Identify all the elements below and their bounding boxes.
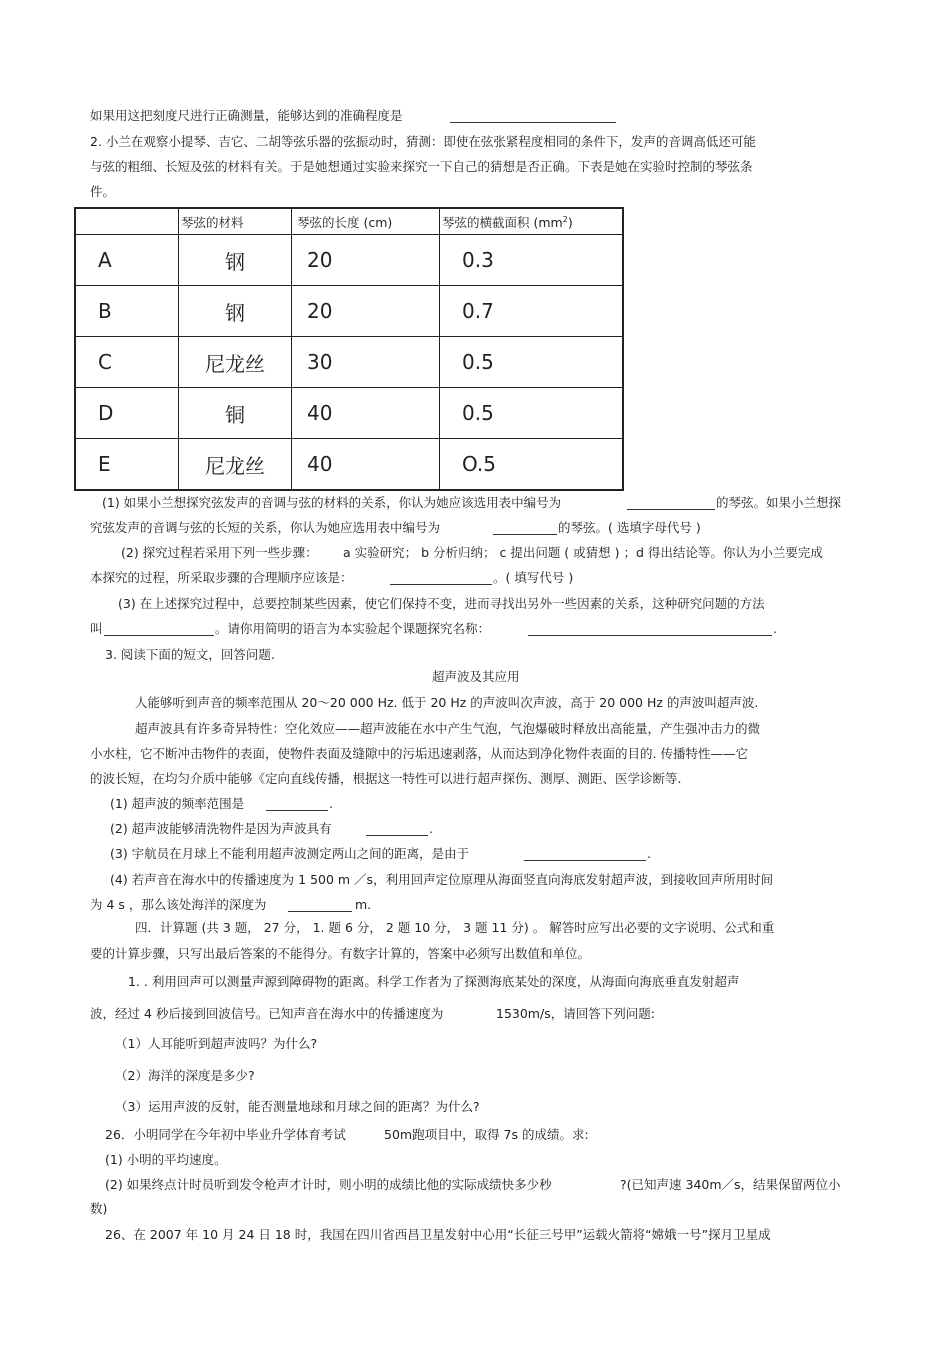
accuracy-question: 如果用这把刻度尺进行正确测量，能够达到的准确程度是 <box>90 108 403 123</box>
calc1-q1: （1）人耳能听到超声波吗？为什么? <box>115 1036 318 1051</box>
section4-instructions: 要的计算步骤，只写出最后答案的不能得分。有数字计算的，答案中必须写出数值和单位。 <box>90 946 591 961</box>
answer-blank[interactable] <box>366 835 428 836</box>
table-row <box>75 388 623 439</box>
q3-item-1: (1) 超声波的频率范围是 <box>110 796 245 811</box>
calc1-line-2a: 波，经过 4 秒后接到回波信号。已知声音在海水中的传播速度为 <box>90 1006 444 1021</box>
table-row <box>75 286 623 337</box>
article-para-2a: 超声波具有许多奇异特性：空化效应——超声波能在水中产生气泡，气泡爆破时释放出高能量，产生强冲击力的微 <box>135 721 761 736</box>
row-material: 钢 <box>179 286 292 337</box>
part1-line-1b: 的琴弦。如果小兰想探 <box>716 495 842 510</box>
article-para-2b: 小水柱，它不断冲击物件的表面，使物件表面及缝隙中的污垢迅速剥落，从而达到净化物件表面的目的. 传播特性——它 <box>90 746 748 761</box>
row-material: 铜 <box>179 388 292 439</box>
row-id: C <box>75 337 179 388</box>
q3-item-2-end: . <box>429 821 433 836</box>
answer-blank[interactable] <box>493 534 557 535</box>
calc26-line-1b: 50m跑项目中，取得 7s 的成绩。求: <box>384 1127 589 1142</box>
q2-line-3: 件。 <box>90 184 116 199</box>
part1-line-2b: 的琴弦。( 选填字母代号 ) <box>558 520 701 535</box>
section4-heading: 四．计算题 (共 3 题， 27 分， 1. 题 6 分， 2 题 10 分， 3 题 11 分) 。 解答时应写出必要的文字说明、公式和重 <box>135 920 775 935</box>
part2-line-2b: 。( 填写代号 ) <box>493 570 574 585</box>
table-row <box>75 337 623 388</box>
row-area: O.5 <box>440 439 624 491</box>
answer-blank[interactable] <box>528 635 772 636</box>
row-material: 尼龙丝 <box>179 337 292 388</box>
row-id: E <box>75 439 179 491</box>
calc1-q3: （3）运用声波的反射，能否测量地球和月球之间的距离？为什么? <box>115 1099 480 1114</box>
part2-line-2a: 本探究的过程，所采取步骤的合理顺序应该是： <box>90 570 353 585</box>
calc26-q1: (1) 小明的平均速度。 <box>105 1152 227 1167</box>
q3-item-1-end: . <box>329 796 333 811</box>
row-area: 0.5 <box>440 388 624 439</box>
calc1-q2: （2）海洋的深度是多少? <box>115 1068 255 1083</box>
row-length: 20 <box>292 286 440 337</box>
q3-item-4-end: m. <box>355 897 372 912</box>
row-area: 0.3 <box>440 235 624 286</box>
row-material: 尼龙丝 <box>179 439 292 491</box>
answer-blank[interactable] <box>627 509 715 510</box>
calc1-line-1: 1. . 利用回声可以测量声源到障碍物的距离。科学工作者为了探测海底某处的深度，从海面向海底垂直发射超声 <box>128 974 740 989</box>
table-row <box>75 235 623 286</box>
calc26-q2b: ?(已知声速 340m／s，结果保留两位小 <box>620 1177 841 1192</box>
header-cell-length: 琴弦的长度 (cm) <box>292 208 440 235</box>
article-para-1: 人能够听到声音的频率范围从 20～20 000 Hz. 低于 20 Hz 的声波叫次声波，高于 20 000 Hz 的声波叫超声波. <box>135 695 759 710</box>
header-area-close: ) <box>567 214 573 230</box>
answer-blank[interactable] <box>288 911 352 912</box>
row-id: D <box>75 388 179 439</box>
part1-line-1a: (1) 如果小兰想探究弦发声的音调与弦的材料的关系，你认为她应该选用表中编号为 <box>102 495 562 510</box>
calc1-line-2b: 1530m/s，请回答下列问题: <box>496 1006 655 1021</box>
row-id: A <box>75 235 179 286</box>
row-material: 钢 <box>179 235 292 286</box>
row-id: B <box>75 286 179 337</box>
header-area-sup: 2 <box>562 214 568 224</box>
answer-blank[interactable] <box>450 122 616 123</box>
q3-item-4a: (4) 若声音在海水中的传播速度为 1 500 m ／s，利用回声定位原理从海面竖直向海底发射超声波，到接收回声所用时间 <box>110 872 774 887</box>
row-length: 40 <box>292 388 440 439</box>
q2-line-1: 2. 小兰在观察小提琴、吉它、二胡等弦乐器的弦振动时，猜测：即使在弦张紧程度相同的条件下，发声的音调高低还可能 <box>90 134 756 149</box>
part2-line-1a: (2) 探究过程若采用下列一些步骤： <box>121 545 318 560</box>
table-row <box>75 439 623 491</box>
calc26-q2c: 数) <box>90 1201 108 1216</box>
answer-blank[interactable] <box>104 635 214 636</box>
part2-line-1b: a 实验研究； b 分析归纳； c 提出问题 ( 或猜想 ) ；d 得出结论等。你认为小兰要完成 <box>343 545 823 560</box>
part3-line-2a: 叫 <box>90 621 103 636</box>
part3-line-2b: 。请你用简明的语言为本实验起个课题探究名称： <box>215 621 491 636</box>
article-title: 超声波及其应用 <box>432 669 520 684</box>
q3-item-3-end: . <box>647 846 651 861</box>
answer-blank[interactable] <box>524 860 646 861</box>
q2-line-2: 与弦的粗细、长短及弦的材料有关。于是她想通过实验来探究一下自己的猜想是否正确。下表是她在实验时控制的琴弦条 <box>90 159 753 174</box>
q3-heading: 3. 阅读下面的短文，回答问题. <box>105 647 275 662</box>
table-header-row <box>75 208 623 235</box>
header-area-text: 琴弦的横截面积 (mm <box>442 214 563 230</box>
row-area: 0.7 <box>440 286 624 337</box>
q3-item-4b: 为 4 s ，那么该处海洋的深度为 <box>90 897 267 912</box>
row-length: 30 <box>292 337 440 388</box>
header-cell-id <box>75 208 179 235</box>
answer-blank[interactable] <box>390 584 492 585</box>
row-length: 40 <box>292 439 440 491</box>
header-cell-area <box>440 208 624 235</box>
row-area: 0.5 <box>440 337 624 388</box>
article-para-2c: 的波长短，在均匀介质中能够《定向直线传播，根据这一特性可以进行超声探伤、测厚、测距、医学诊断等. <box>90 771 682 786</box>
part3-line-2c: . <box>773 621 777 636</box>
q3-item-3: (3) 宇航员在月球上不能利用超声波测定两山之间的距离，是由于 <box>110 846 470 861</box>
calc26b-line-1: 26、在 2007 年 10 月 24 日 18 时，我国在四川省西昌卫星发射中心用“长征三号甲”运载火箭将“嫦娥一号”探月卫星成 <box>105 1227 771 1242</box>
calc26-line-1a: 26．小明同学在今年初中毕业升学体育考试 <box>105 1127 346 1142</box>
part3-line-1: (3) 在上述探究过程中，总要控制某些因素，使它们保持不变，进而寻找出另外一些因素的关系，这种研究问题的方法 <box>118 596 765 611</box>
answer-blank[interactable] <box>266 810 328 811</box>
row-length: 20 <box>292 235 440 286</box>
string-conditions-table <box>74 207 624 491</box>
part1-line-2a: 究弦发声的音调与弦的长短的关系，你认为她应选用表中编号为 <box>90 520 441 535</box>
q3-item-2: (2) 超声波能够清洗物件是因为声波具有 <box>110 821 332 836</box>
header-cell-material: 琴弦的材料 <box>179 208 292 235</box>
calc26-q2a: (2) 如果终点计时员听到发令枪声才计时，则小明的成绩比他的实际成绩快多少秒 <box>105 1177 552 1192</box>
